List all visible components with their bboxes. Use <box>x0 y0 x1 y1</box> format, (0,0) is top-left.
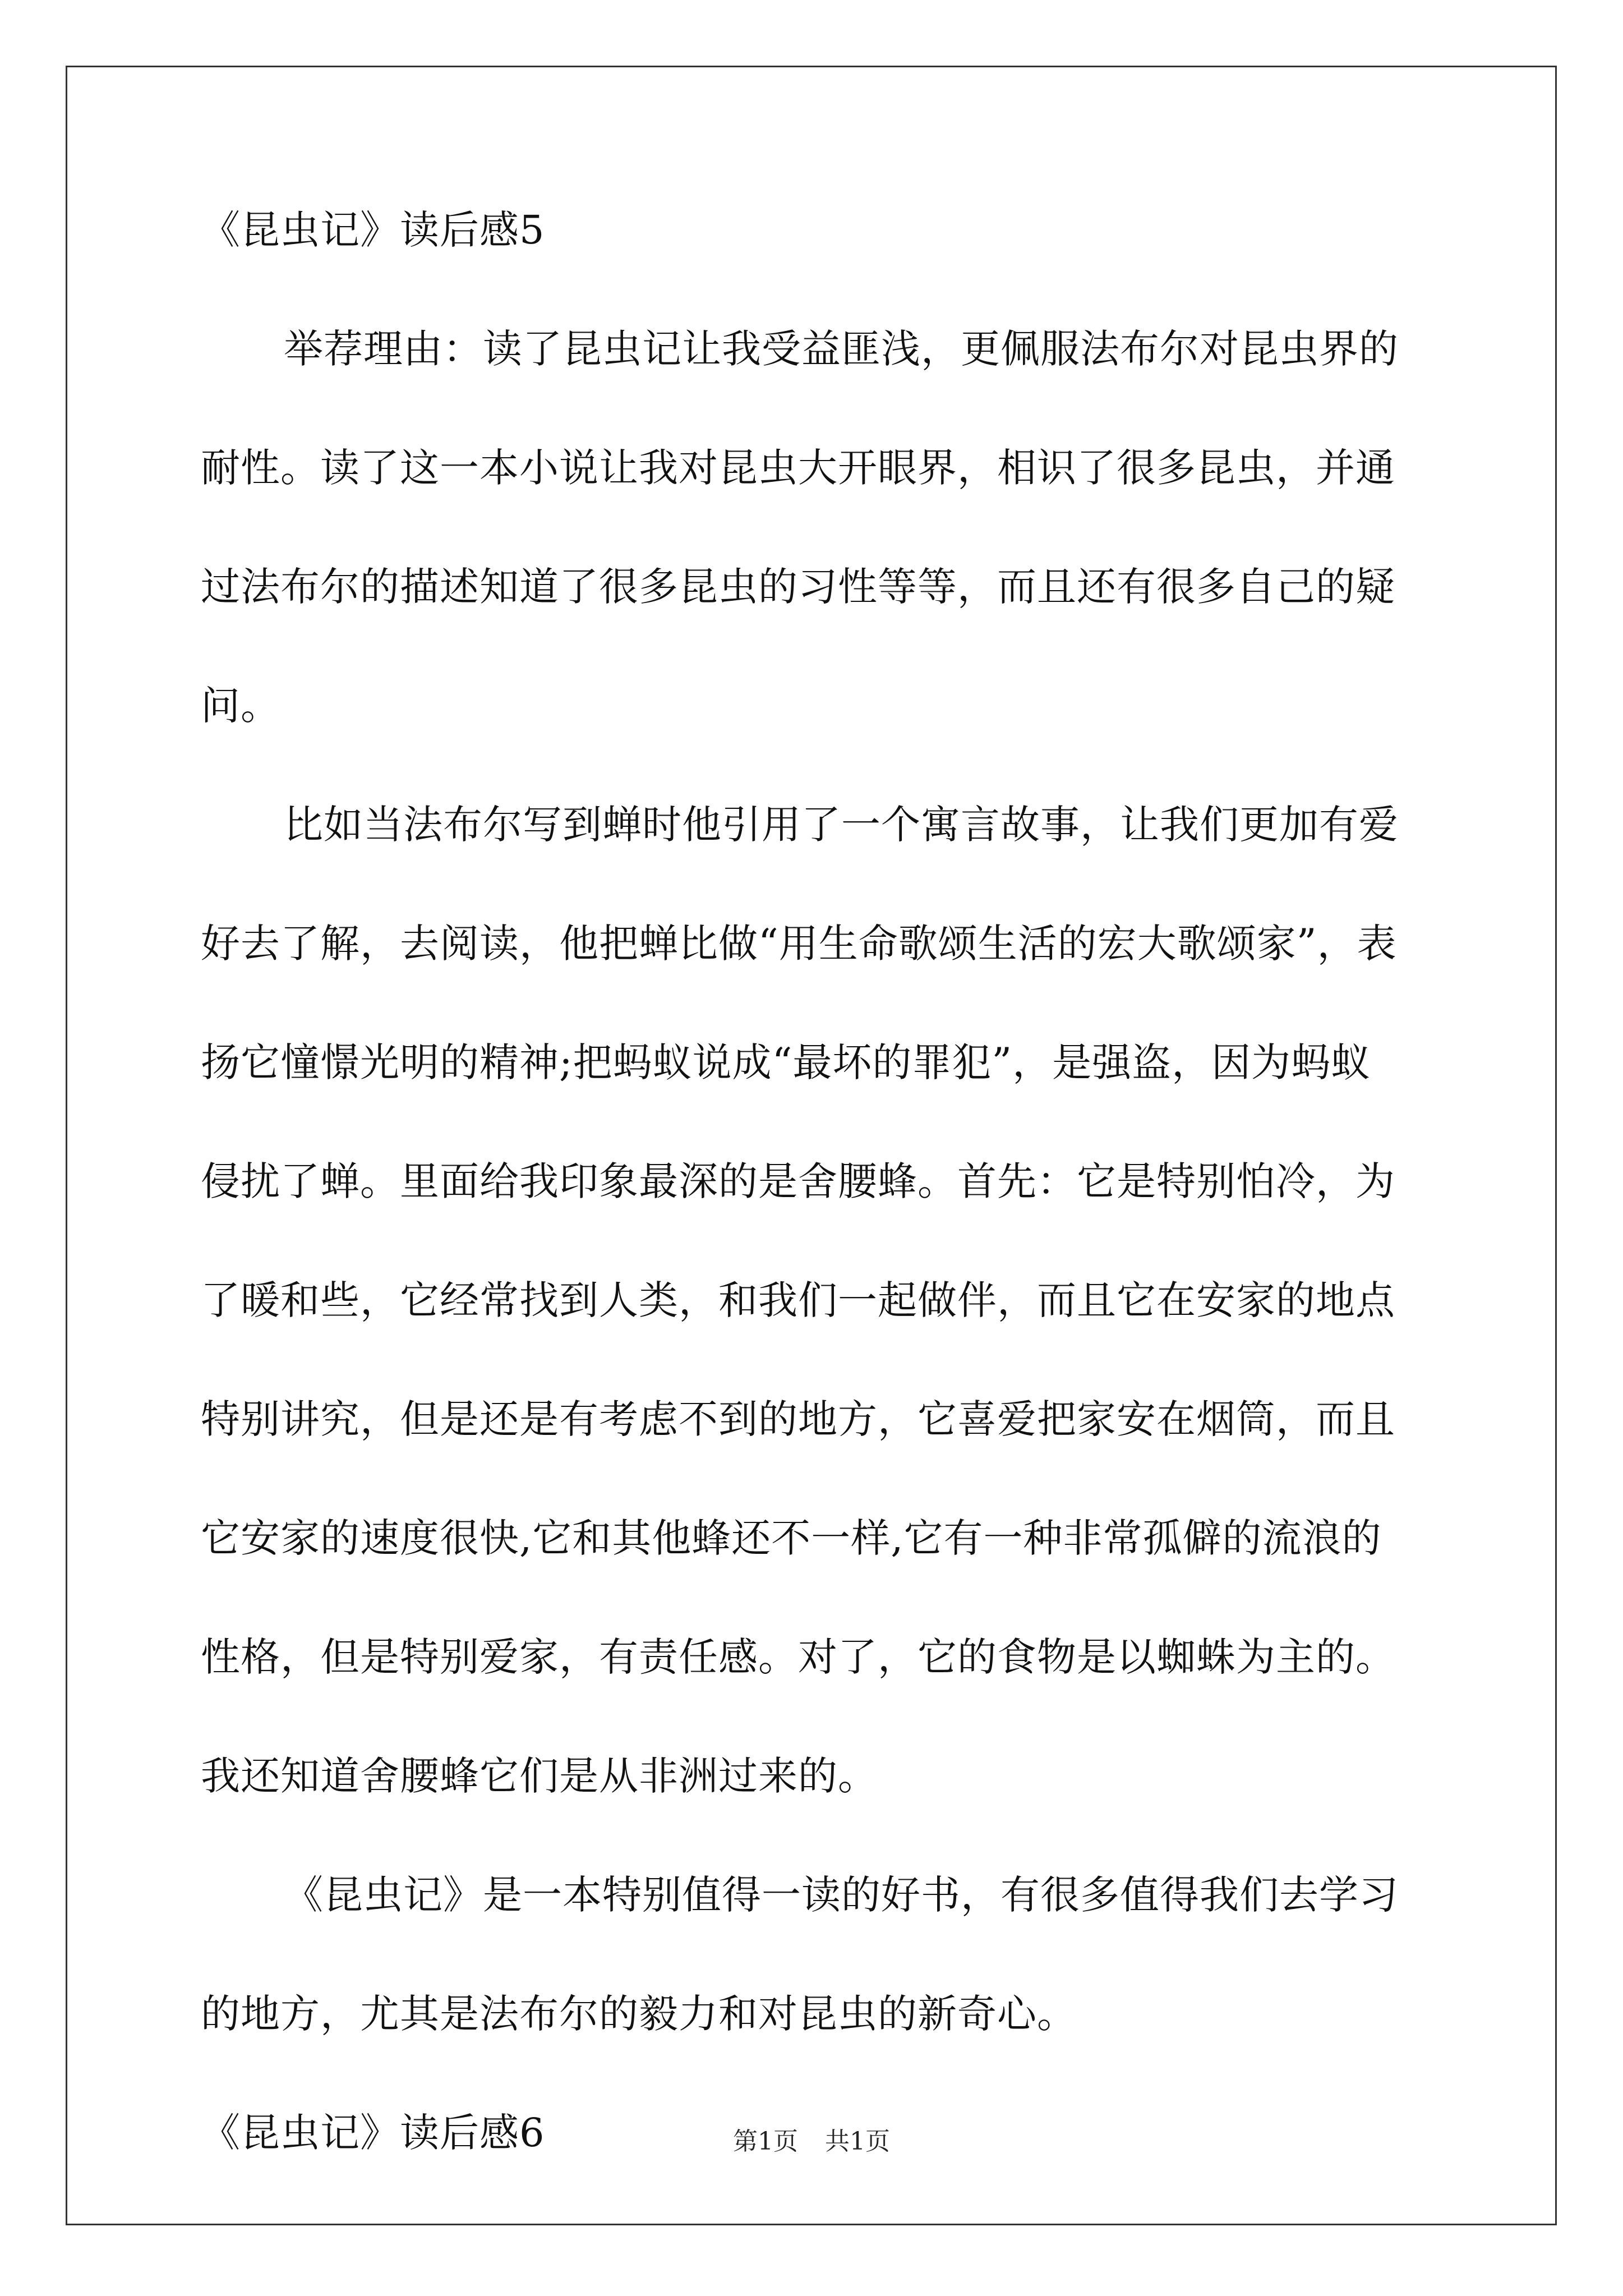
paragraph-conclusion <box>201 1867 1435 2042</box>
paragraph-line: 问。 <box>201 683 280 729</box>
paragraph-recommendation <box>201 321 1435 734</box>
paragraph-line: 的地方，尤其是法布尔的毅力和对昆虫的新奇心。 <box>201 1991 1077 2037</box>
page-number: 第1页 <box>733 2127 798 2156</box>
document-body <box>201 202 1435 2161</box>
paragraph-line: 特别讲究，但是还是有考虑不到的地方，它喜爱把家安在烟筒，而且 <box>201 1396 1395 1442</box>
paragraph-line: 举荐理由：读了昆虫记让我受益匪浅，更佩服法布尔对昆虫界的 <box>284 326 1399 372</box>
paragraph-cicada-wasp <box>201 797 1435 1804</box>
paragraph-line: 我还知道舍腰蜂它们是从非洲过来的。 <box>201 1753 878 1799</box>
section-heading-6: 《昆虫记》读后感6 <box>201 2110 545 2156</box>
paragraph-line: 《昆虫记》是一本特别值得一读的好书，有很多值得我们去学习 <box>284 1872 1399 1918</box>
paragraph-line: 性格，但是特别爱家，有责任感。对了，它的食物是以蜘蛛为主的。 <box>201 1634 1395 1680</box>
paragraph-line: 过法布尔的描述知道了很多昆虫的习性等等，而且还有很多自己的疑 <box>201 564 1395 610</box>
section-heading-5: 《昆虫记》读后感5 <box>201 207 545 253</box>
paragraph-line: 好去了解，去阅读，他把蝉比做“用生命歌颂生活的宏大歌颂家”，表 <box>201 921 1397 967</box>
paragraph-line: 侵扰了蝉。里面给我印象最深的是舍腰蜂。首先：它是特别怕冷，为 <box>201 1158 1395 1204</box>
page-count: 共1页 <box>825 2127 890 2156</box>
page-footer <box>0 2126 1623 2157</box>
paragraph-line: 耐性。读了这一本小说让我对昆虫大开眼界，相识了很多昆虫，并通 <box>201 445 1395 491</box>
paragraph-line: 了暖和些，它经常找到人类，和我们一起做伴，而且它在安家的地点 <box>201 1277 1395 1323</box>
paragraph-line: 扬它憧憬光明的精神;把蚂蚁说成“最坏的罪犯”，是强盗，因为蚂蚁 <box>201 1039 1371 1085</box>
paragraph-line: 它安家的速度很快,它和其他蜂还不一样,它有一种非常孤僻的流浪的 <box>201 1515 1382 1561</box>
paragraph-line: 比如当法布尔写到蝉时他引用了一个寓言故事，让我们更加有爱 <box>284 802 1399 848</box>
